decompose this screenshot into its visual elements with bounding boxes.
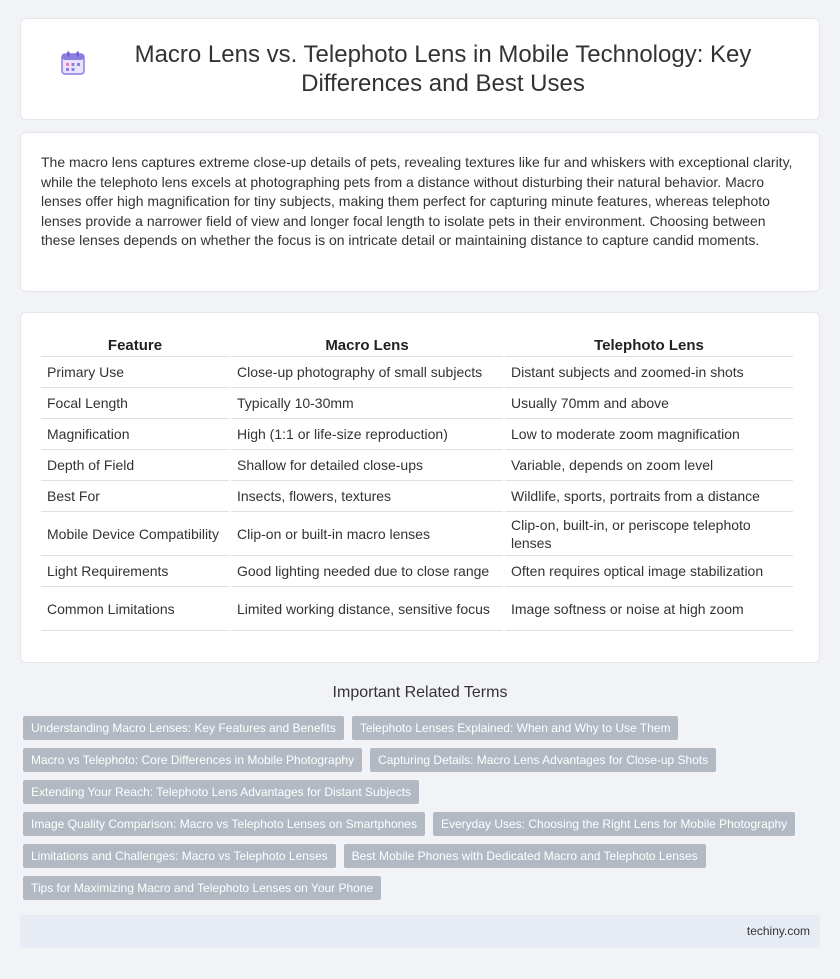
comparison-table-card <box>20 312 820 663</box>
footer-site-name: techiny.com <box>746 924 810 938</box>
related-term-link[interactable]: Understanding Macro Lenses: Key Features and Benefits <box>23 716 344 740</box>
table-cell: Low to moderate zoom magnification <box>505 419 793 450</box>
table-cell: Typically 10-30mm <box>231 388 503 419</box>
table-cell: Clip-on or built-in macro lenses <box>231 512 503 556</box>
table-cell: Focal Length <box>41 388 229 419</box>
calendar-icon <box>60 50 86 76</box>
table-cell: Distant subjects and zoomed-in shots <box>505 357 793 388</box>
intro-card <box>20 132 820 292</box>
table-cell: Clip-on, built-in, or periscope telephoto lenses <box>505 512 793 556</box>
table-cell: Often requires optical image stabilization <box>505 556 793 587</box>
footer <box>20 915 820 948</box>
related-term-link[interactable]: Capturing Details: Macro Lens Advantages for Close-up Shots <box>370 748 716 772</box>
table-cell: Wildlife, sports, portraits from a distance <box>505 481 793 512</box>
related-term-link[interactable]: Best Mobile Phones with Dedicated Macro and Telephoto Lenses <box>344 844 706 868</box>
table-cell: Magnification <box>41 419 229 450</box>
table-cell: Close-up photography of small subjects <box>231 357 503 388</box>
related-terms-heading: Important Related Terms <box>332 684 508 701</box>
table-cell: Variable, depends on zoom level <box>505 450 793 481</box>
table-cell: High (1:1 or life-size reproduction) <box>231 419 503 450</box>
table-row <box>41 419 793 450</box>
table-cell: Common Limitations <box>41 587 229 631</box>
table-cell: Shallow for detailed close-ups <box>231 450 503 481</box>
table-cell: Good lighting needed due to close range <box>231 556 503 587</box>
title-card <box>20 18 820 120</box>
table-row <box>41 587 793 631</box>
table-row <box>41 512 793 556</box>
page-title: Macro Lens vs. Telephoto Lens in Mobile Technology: Key Differences and Best Uses <box>134 41 752 97</box>
table-row <box>41 388 793 419</box>
table-row <box>41 357 793 388</box>
table-cell: Primary Use <box>41 357 229 388</box>
related-term-link[interactable]: Macro vs Telephoto: Core Differences in Mobile Photography <box>23 748 362 772</box>
column-header: Telephoto Lens <box>505 333 793 357</box>
table-cell: Image softness or noise at high zoom <box>505 587 793 631</box>
related-term-link[interactable]: Limitations and Challenges: Macro vs Telephoto Lenses <box>23 844 336 868</box>
table-cell: Usually 70mm and above <box>505 388 793 419</box>
column-header: Feature <box>41 333 229 357</box>
table-row <box>41 450 793 481</box>
column-header: Macro Lens <box>231 333 503 357</box>
comparison-table <box>39 333 795 631</box>
related-term-link[interactable]: Image Quality Comparison: Macro vs Telephoto Lenses on Smartphones <box>23 812 425 836</box>
table-cell: Depth of Field <box>41 450 229 481</box>
related-term-link[interactable]: Everyday Uses: Choosing the Right Lens for Mobile Photography <box>433 812 795 836</box>
table-cell: Light Requirements <box>41 556 229 587</box>
related-terms-list <box>23 716 823 908</box>
table-cell: Limited working distance, sensitive focus <box>231 587 503 631</box>
table-cell: Mobile Device Compatibility <box>41 512 229 556</box>
table-cell: Best For <box>41 481 229 512</box>
table-row <box>41 556 793 587</box>
table-row <box>41 481 793 512</box>
related-term-link[interactable]: Extending Your Reach: Telephoto Lens Advantages for Distant Subjects <box>23 780 419 804</box>
related-term-link[interactable]: Telephoto Lenses Explained: When and Why to Use Them <box>352 716 679 740</box>
table-cell: Insects, flowers, textures <box>231 481 503 512</box>
intro-paragraph: The macro lens captures extreme close-up details of pets, revealing textures like fur and whiskers with exceptional clarity, while the telephoto lens excels at photographing pets from a distance without disturbing their natural behavior. Macro lenses offer high magnification for tiny subjects, making them perfect for capturing minute features, whereas telephoto lenses provide a narrower field of view and longer focal length to isolate pets in their environment. Choosing between these lenses depends on whether the focus is on intricate detail or maintaining distance to capture candid moments. <box>41 154 793 248</box>
related-term-link[interactable]: Tips for Maximizing Macro and Telephoto Lenses on Your Phone <box>23 876 381 900</box>
